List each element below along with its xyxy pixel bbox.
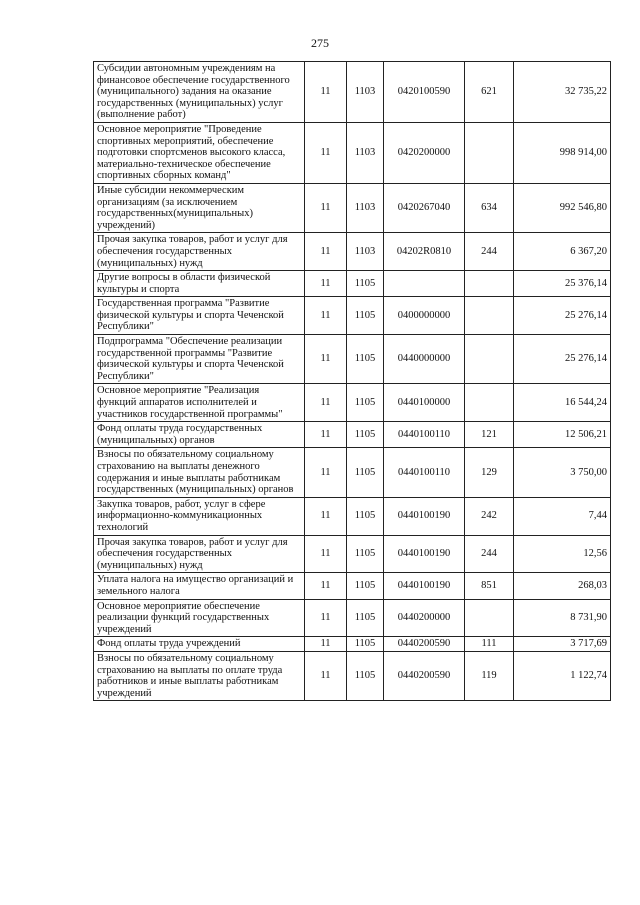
row-expense-type-cell: 621: [465, 62, 514, 123]
row-amount-cell: 7,44: [514, 497, 611, 535]
row-expense-type-cell: 242: [465, 497, 514, 535]
row-subsection-cell: 1105: [347, 573, 384, 599]
row-section-cell: 11: [305, 573, 347, 599]
row-section-cell: 11: [305, 62, 347, 123]
table-row: [94, 183, 611, 232]
row-amount-cell: 992 546,80: [514, 183, 611, 232]
table-row: [94, 233, 611, 271]
row-amount-cell: 3 717,69: [514, 637, 611, 652]
table-row: [94, 497, 611, 535]
row-article-cell: 0440200000: [384, 599, 465, 637]
row-section-cell: 11: [305, 448, 347, 497]
row-amount-cell: 8 731,90: [514, 599, 611, 637]
row-section-cell: 11: [305, 637, 347, 652]
row-amount-cell: 12,56: [514, 535, 611, 573]
row-name-cell: Другие вопросы в области физической культуры и спорта: [94, 271, 305, 297]
table-row: [94, 651, 611, 700]
row-section-cell: 11: [305, 497, 347, 535]
row-subsection-cell: 1105: [347, 335, 384, 384]
row-section-cell: 11: [305, 535, 347, 573]
row-amount-cell: 12 506,21: [514, 422, 611, 448]
row-subsection-cell: 1105: [347, 651, 384, 700]
row-article-cell: 0440100190: [384, 573, 465, 599]
row-article-cell: 04202R0810: [384, 233, 465, 271]
table-row: [94, 422, 611, 448]
row-name-cell: Взносы по обязательному социальному страхованию на выплаты по оплате труда работников и иные выплаты работникам учреждений: [94, 651, 305, 700]
row-section-cell: 11: [305, 122, 347, 183]
row-subsection-cell: 1105: [347, 599, 384, 637]
table-row: [94, 122, 611, 183]
row-article-cell: 0440200590: [384, 651, 465, 700]
row-section-cell: 11: [305, 599, 347, 637]
row-section-cell: 11: [305, 335, 347, 384]
row-name-cell: Закупка товаров, работ, услуг в сфере информационно-коммуникационных технологий: [94, 497, 305, 535]
row-amount-cell: 268,03: [514, 573, 611, 599]
row-section-cell: 11: [305, 422, 347, 448]
row-section-cell: 11: [305, 297, 347, 335]
row-amount-cell: 1 122,74: [514, 651, 611, 700]
row-section-cell: 11: [305, 233, 347, 271]
row-subsection-cell: 1105: [347, 422, 384, 448]
row-expense-type-cell: 851: [465, 573, 514, 599]
row-subsection-cell: 1105: [347, 448, 384, 497]
row-expense-type-cell: 111: [465, 637, 514, 652]
row-section-cell: 11: [305, 384, 347, 422]
row-subsection-cell: 1103: [347, 62, 384, 123]
row-expense-type-cell: [465, 599, 514, 637]
row-article-cell: 0440000000: [384, 335, 465, 384]
table-row: [94, 384, 611, 422]
row-section-cell: 11: [305, 651, 347, 700]
row-expense-type-cell: 121: [465, 422, 514, 448]
row-article-cell: 0440100110: [384, 448, 465, 497]
row-name-cell: Фонд оплаты труда учреждений: [94, 637, 305, 652]
row-amount-cell: 3 750,00: [514, 448, 611, 497]
row-subsection-cell: 1103: [347, 233, 384, 271]
table-row: [94, 271, 611, 297]
row-amount-cell: 998 914,00: [514, 122, 611, 183]
row-amount-cell: 16 544,24: [514, 384, 611, 422]
row-name-cell: Уплата налога на имущество организаций и земельного налога: [94, 573, 305, 599]
row-subsection-cell: 1103: [347, 122, 384, 183]
table-row: [94, 637, 611, 652]
row-amount-cell: 32 735,22: [514, 62, 611, 123]
row-expense-type-cell: [465, 384, 514, 422]
budget-table: [93, 61, 611, 701]
row-amount-cell: 6 367,20: [514, 233, 611, 271]
row-expense-type-cell: [465, 271, 514, 297]
row-section-cell: 11: [305, 183, 347, 232]
table-row: [94, 535, 611, 573]
row-name-cell: Взносы по обязательному социальному страхованию на выплаты денежного содержания и иные выплаты работникам государственных (муниципальных) органов: [94, 448, 305, 497]
table-row: [94, 297, 611, 335]
row-article-cell: 0440100000: [384, 384, 465, 422]
table-row: [94, 62, 611, 123]
row-expense-type-cell: [465, 297, 514, 335]
row-amount-cell: 25 376,14: [514, 271, 611, 297]
row-article-cell: [384, 271, 465, 297]
row-name-cell: Иные субсидии некоммерческим организациям (за исключением государственных(муниципальных) учреждений): [94, 183, 305, 232]
row-amount-cell: 25 276,14: [514, 297, 611, 335]
row-expense-type-cell: 634: [465, 183, 514, 232]
row-expense-type-cell: 129: [465, 448, 514, 497]
table-row: [94, 448, 611, 497]
table-row: [94, 573, 611, 599]
row-expense-type-cell: 119: [465, 651, 514, 700]
row-article-cell: 0420200000: [384, 122, 465, 183]
row-subsection-cell: 1103: [347, 183, 384, 232]
row-article-cell: 0440100110: [384, 422, 465, 448]
row-name-cell: Фонд оплаты труда государственных (муниципальных) органов: [94, 422, 305, 448]
row-expense-type-cell: 244: [465, 535, 514, 573]
row-expense-type-cell: 244: [465, 233, 514, 271]
row-article-cell: 0400000000: [384, 297, 465, 335]
row-article-cell: 0420267040: [384, 183, 465, 232]
row-name-cell: Основное мероприятие обеспечение реализации функций государственных учреждений: [94, 599, 305, 637]
row-article-cell: 0440100190: [384, 535, 465, 573]
row-article-cell: 0440200590: [384, 637, 465, 652]
row-name-cell: Основное мероприятие "Реализация функций аппаратов исполнителей и участников государственной программы": [94, 384, 305, 422]
row-subsection-cell: 1105: [347, 637, 384, 652]
row-section-cell: 11: [305, 271, 347, 297]
row-subsection-cell: 1105: [347, 297, 384, 335]
row-name-cell: Субсидии автономным учреждениям на финансовое обеспечение государственного (муниципального) задания на оказание государственных (муниципальных) услуг (выполнение работ): [94, 62, 305, 123]
page-number: 275: [311, 36, 329, 50]
budget-table-body: [94, 62, 611, 701]
row-expense-type-cell: [465, 335, 514, 384]
row-name-cell: Государственная программа "Развитие физической культуры и спорта Чеченской Республики": [94, 297, 305, 335]
table-row: [94, 335, 611, 384]
table-row: [94, 599, 611, 637]
row-article-cell: 0420100590: [384, 62, 465, 123]
row-subsection-cell: 1105: [347, 271, 384, 297]
row-article-cell: 0440100190: [384, 497, 465, 535]
row-name-cell: Прочая закупка товаров, работ и услуг для обеспечения государственных (муниципальных) нужд: [94, 233, 305, 271]
row-subsection-cell: 1105: [347, 497, 384, 535]
row-subsection-cell: 1105: [347, 384, 384, 422]
row-name-cell: Подпрограмма "Обеспечение реализации государственной программы "Развитие физической культуры и спорта Чеченской Республики": [94, 335, 305, 384]
row-name-cell: Основное мероприятие "Проведение спортивных мероприятий, обеспечение подготовки спортсменов высокого класса, материально-техническое обеспечение спортивных сборных команд": [94, 122, 305, 183]
row-subsection-cell: 1105: [347, 535, 384, 573]
row-expense-type-cell: [465, 122, 514, 183]
row-amount-cell: 25 276,14: [514, 335, 611, 384]
row-name-cell: Прочая закупка товаров, работ и услуг для обеспечения государственных (муниципальных) нужд: [94, 535, 305, 573]
